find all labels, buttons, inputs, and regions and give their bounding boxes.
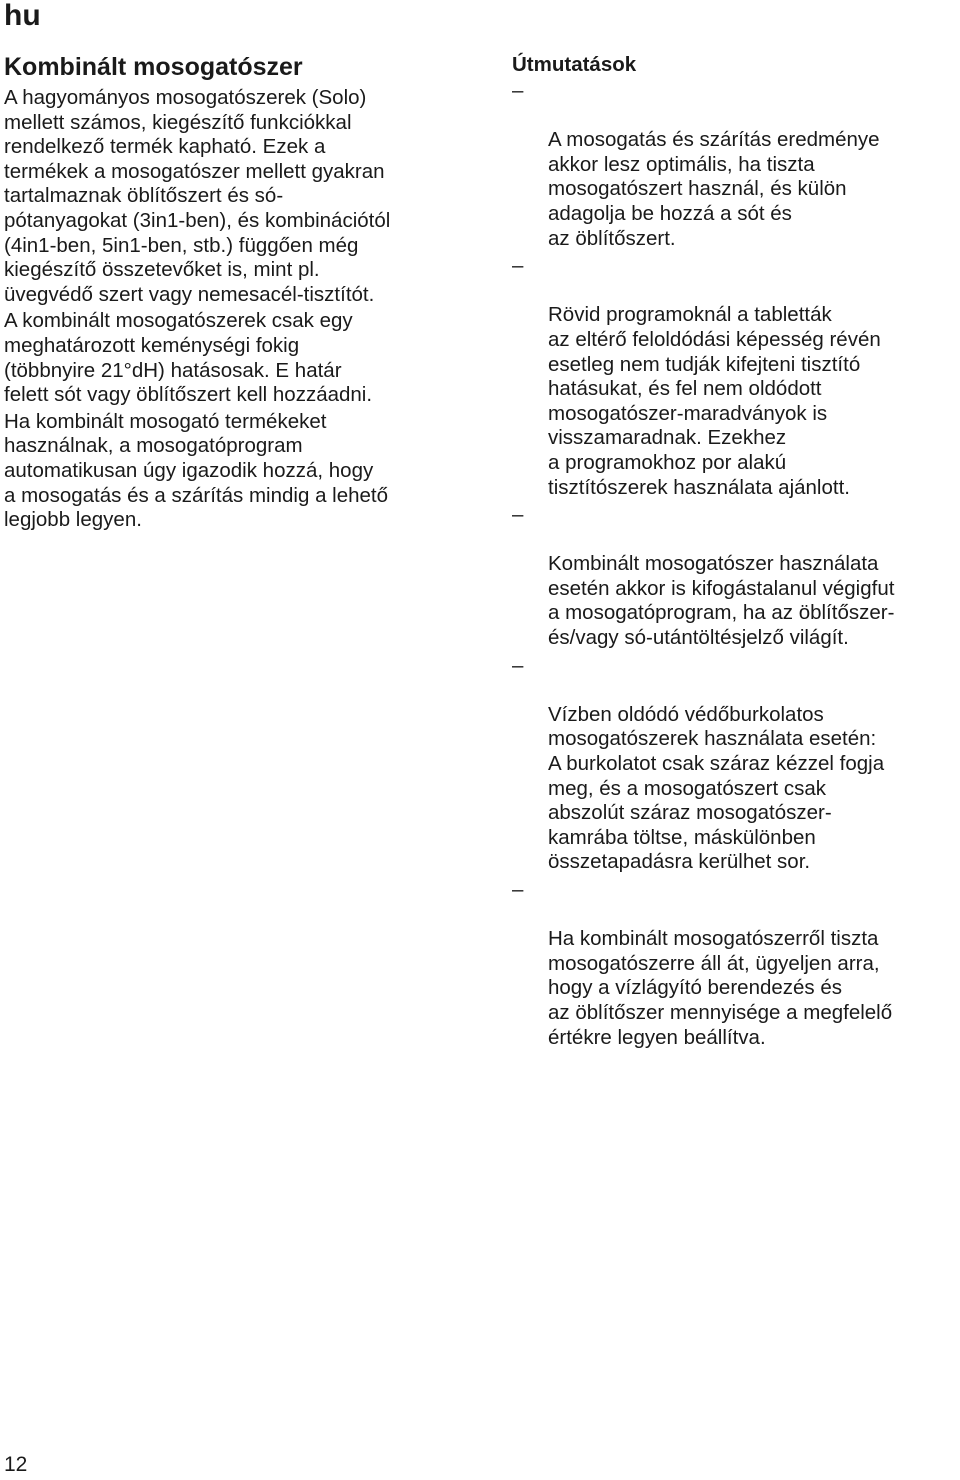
dash-bullet: – bbox=[512, 254, 524, 278]
section-title: Kombinált mosogatószer bbox=[4, 53, 303, 81]
dash-bullet: – bbox=[512, 79, 524, 102]
instructions-list bbox=[512, 79, 960, 1050]
paragraph-program: Ha kombinált mosogató termékeket használnak, a mosogatóprogram automatikusan úgy igazodik hozzá, hogy a mosogatás és a szárítás mindig a lehető legjobb legyen. bbox=[4, 409, 389, 532]
list-item-text: Kombinált mosogatószer használata esetén akkor is kifogástalanul végigfut a mosogatóprogram, ha az öblítőszer- és/vagy só-utántöltésjelző világít. bbox=[548, 552, 895, 650]
instructions-section bbox=[512, 52, 960, 1053]
language-code: hu bbox=[4, 0, 41, 32]
dash-bullet: – bbox=[512, 878, 524, 901]
list-item-text: A mosogatás és szárítás eredménye akkor lesz optimális, ha tiszta mosogatószert használ, és külön adagolja be hozzá a sót és az öblítőszert. bbox=[548, 128, 880, 250]
list-item bbox=[512, 79, 960, 251]
list-item-text: Vízben oldódó védőburkolatos mosogatószerek használata esetén: A burkolatot csak száraz kézzel fogja meg, és a mosogatószert csak abszolút száraz mosogatószer- kamrába töltse, máskülönben összetapadásra kerülhet sor. bbox=[548, 702, 885, 874]
list-item-text: Ha kombinált mosogatószerről tiszta mosogatószerre áll át, ügyeljen arra, hogy a vízlágyító berendezés és az öblítőszer mennyisége a megfelelő értékre legyen beállítva. bbox=[548, 927, 893, 1049]
list-item bbox=[512, 654, 960, 875]
paragraph-intro: A hagyományos mosogatószerek (Solo) mellett számos, kiegészítő funkciókkal rendelkező termék kapható. Ezek a termékek a mosogatószer mellett gyakran tartalmaznak öblítőszert és só- pótanyagokat (3in1-ben), és kombinációtól (4in1-ben, 5in1-ben, stb.) függően még kiegészítő összetevőket is, mint pl. üvegvédő szert vagy nemesacél-tisztítót. bbox=[4, 86, 391, 306]
list-item-text: Rövid programoknál a tabletták az eltérő feloldódási képesség révén esetleg nem tudják kifejteni tisztító hatásukat, és fel nem oldódott mosogatószer-maradványok is visszamaradnak. Ezekhez a programokhoz por alakú tisztítószerek használata ajánlott. bbox=[548, 303, 881, 499]
dash-bullet: – bbox=[512, 653, 524, 677]
list-item bbox=[512, 878, 960, 1050]
page-number: 12 bbox=[4, 1453, 28, 1476]
paragraph-hardness: A kombinált mosogatószerek csak egy meghatározott keménységi fokig (többnyire 21°dH) hatásosak. E határ felett sót vagy öblítőszert kell hozzáadni. bbox=[4, 309, 373, 407]
combined-detergent-section bbox=[4, 52, 462, 535]
instructions-heading: Útmutatások bbox=[512, 53, 637, 76]
list-item bbox=[512, 254, 960, 500]
dash-bullet: – bbox=[512, 503, 524, 527]
list-item bbox=[512, 503, 960, 651]
